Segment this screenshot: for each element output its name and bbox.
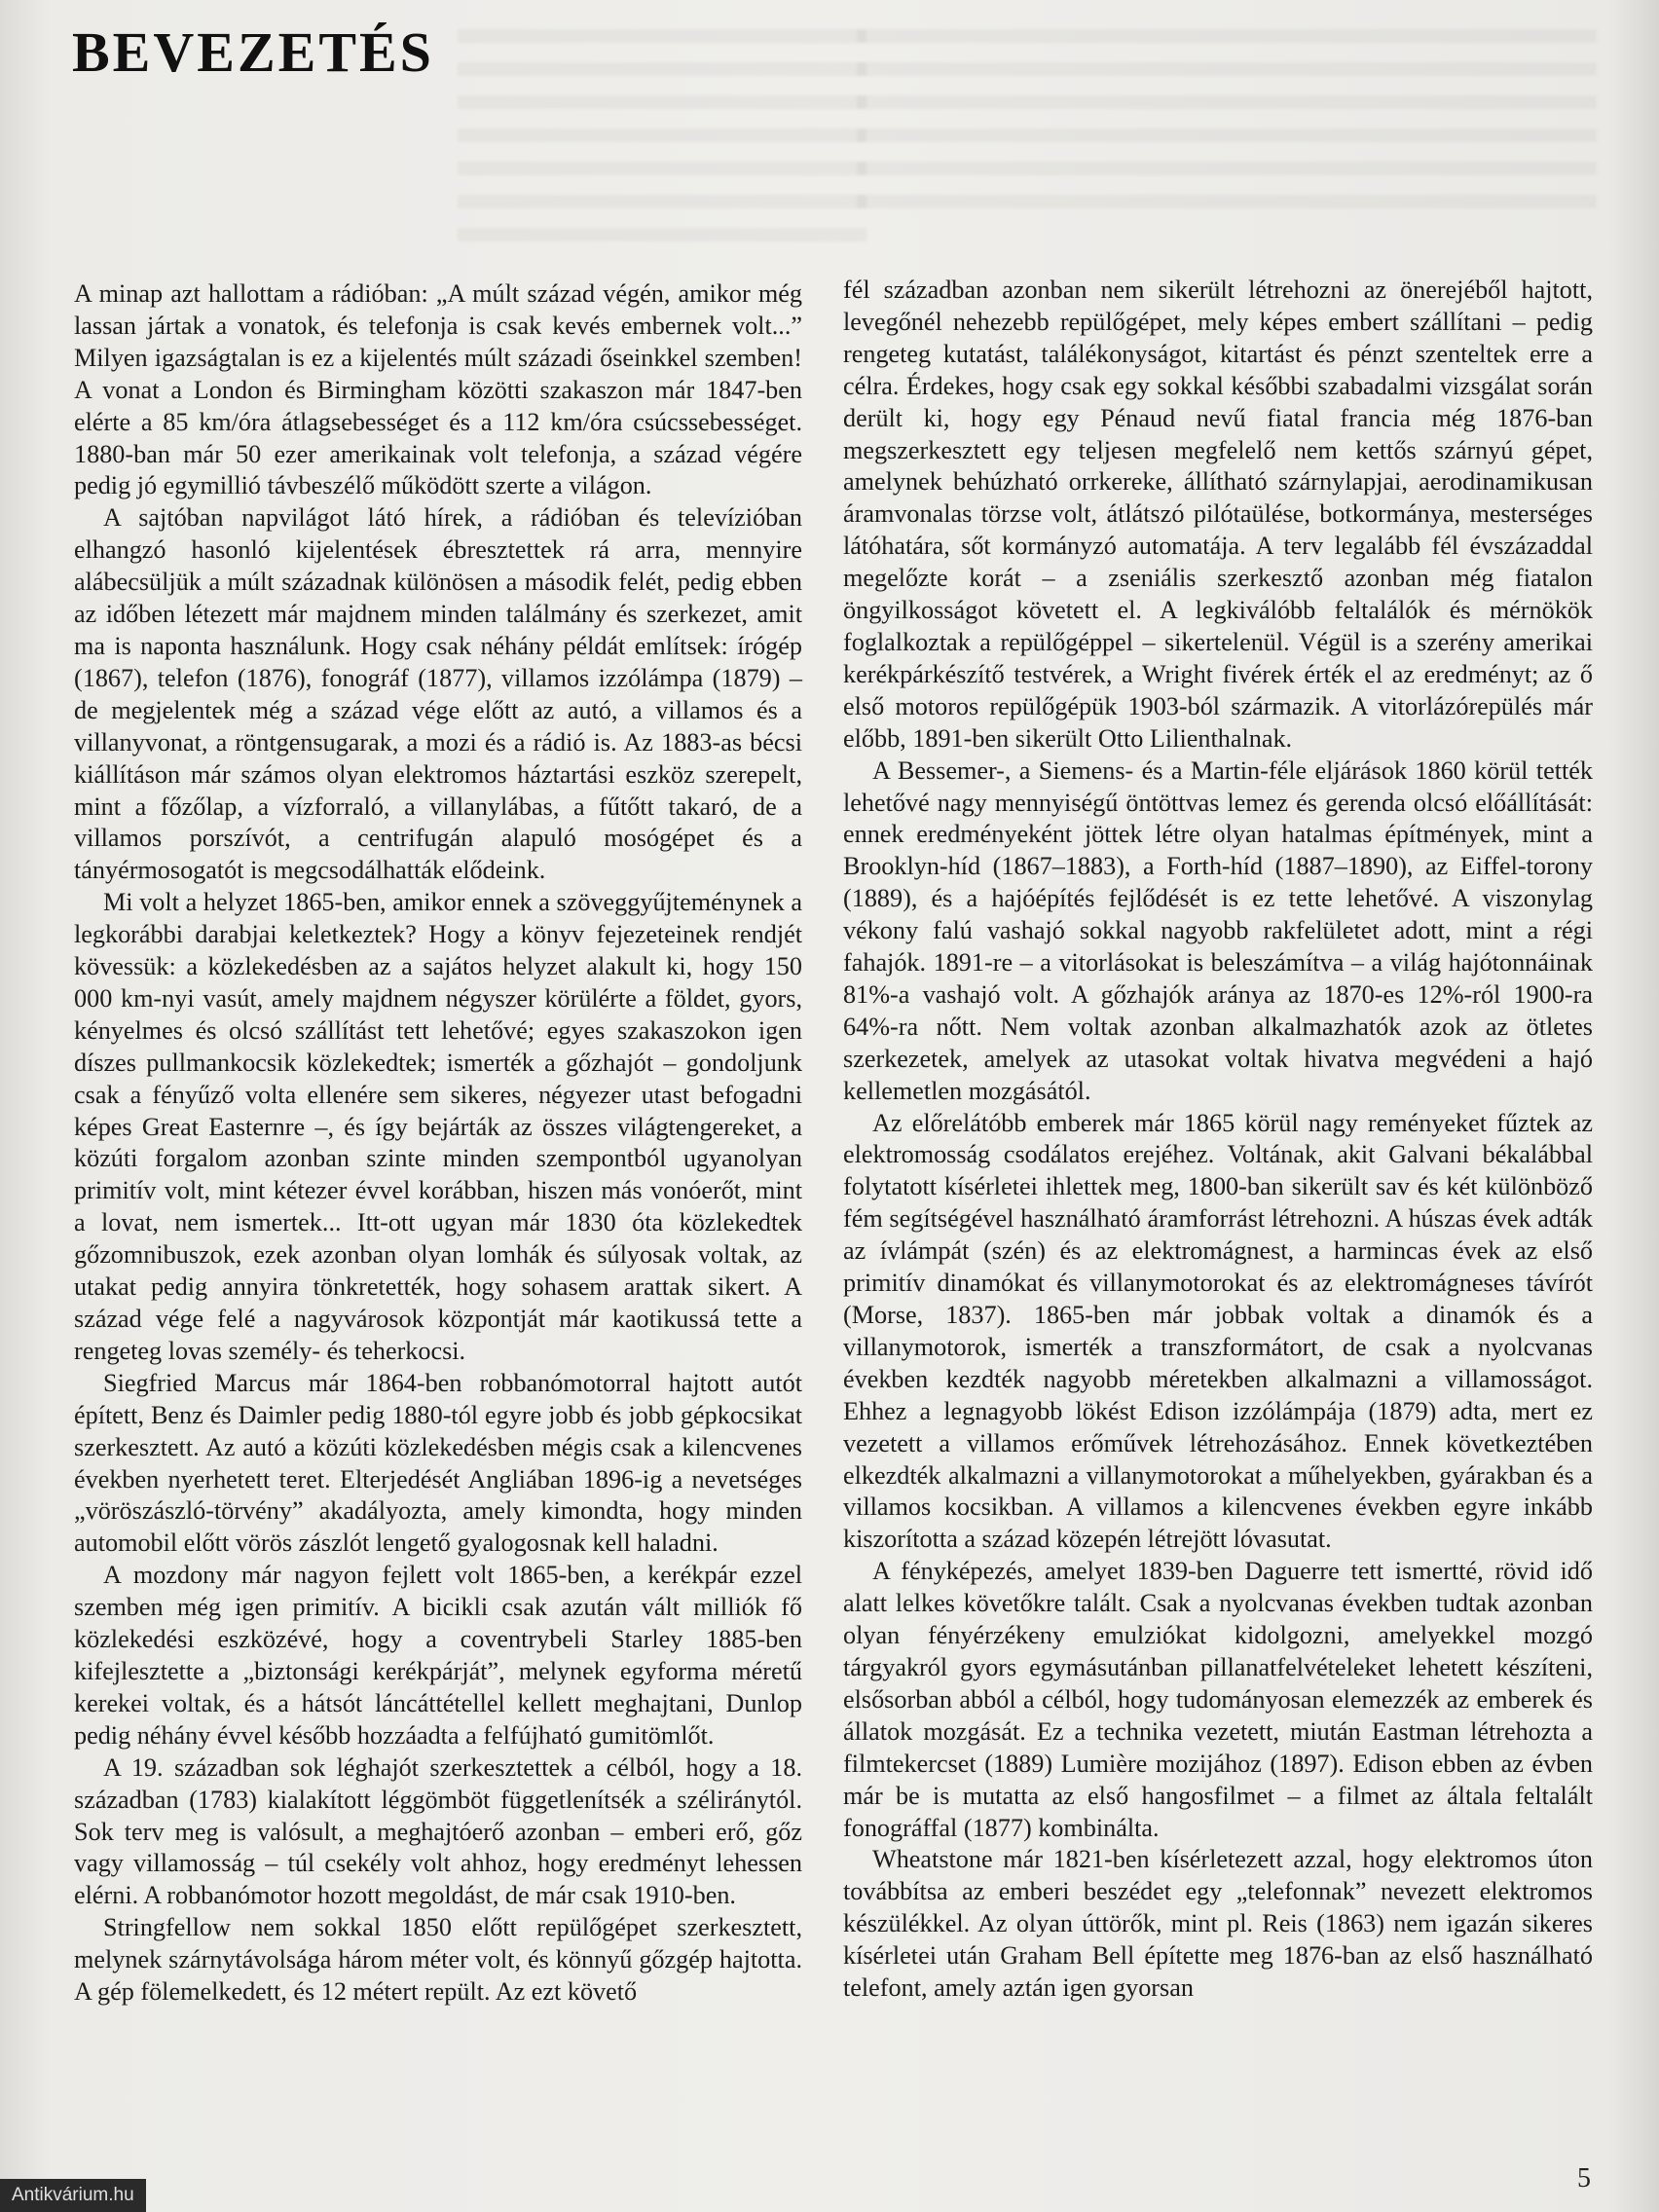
bleed-through-left bbox=[458, 29, 866, 253]
paragraph: Wheatstone már 1821-ben kísérletezett azzal, hogy elektromos úton továbbítsa az emberi beszédet egy „telefonnak” nevezett elektromos készülékkel. Az olyan úttörők, mint pl. Reis (1863) nem igazán sikeres kísérletei után Graham Bell építette meg 1876-ban az első használható telefont, amely aztán igen gyorsan bbox=[843, 1845, 1593, 2003]
watermark: Antikvárium.hu bbox=[0, 2179, 146, 2212]
paragraph: fél században azonban nem sikerült létrehozni az önerejéből hajtott, levegőnél nehezebb repülőgépet, mely képes embert szállítani – pedig rengeteg kutatást, találékonyságot, kitartást és pénzt szenteltek erre a célra. Érdekes, hogy csak egy sokkal későbbi szabadalmi vizsgálat során derült ki, hogy egy Pénaud nevű fiatal francia még 1876-ban megszerkesztett egy teljesen megfelelő nem kettős szárnyú gépet, amelynek behúzható orrkereke, állítható szárnylapjai, aerodinamikusan áramvonalas törzse volt, átlátszó pilótaülése, botkormánya, mesterséges látóhatára, sőt kormányzó automatája. A terv legalább fél évszázaddal megelőzte korát – a zseniális szerkesztő azonban még fiatalon öngyilkosságot követett el. A legkiválóbb feltalálók és mérnökök foglalkoztak a repülőgéppel – sikertelenül. Végül is a szerény amerikai kerékpárkészítő testvérek, a Wright fivérek érték el az eredményt; az ő első motoros repülőgépük 1903-ból származik. A vitorlázórepülés már előbb, 1891-ben sikerült Otto Lilienthalnak. bbox=[843, 276, 1593, 753]
paragraph: Siegfried Marcus már 1864-ben robbanómotorral hajtott autót épített, Benz és Daimler pedig 1880-tól egyre jobb és jobb gépkocsikat szerkesztett. Az autó a közúti közlekedésben mégis csak a kilencvenes években nyerhetett teret. Elterjedését Angliában 1896-ig a nevetséges „vöröszászló-törvény” akadályozta, amely kimondta, hogy minden automobil előtt vörös zászlót lengető gyalogosnak kell haladni. bbox=[74, 1368, 802, 1558]
paragraph: Stringfellow nem sokkal 1850 előtt repülőgépet szerkesztett, melynek szárnytávolsága három méter volt, és könnyű gőzgép hajtotta. A gép fölemelkedett, és 12 métert repült. Az ezt követő bbox=[74, 1913, 802, 2007]
bleed-through-right bbox=[857, 29, 1597, 214]
paragraph: A minap azt hallottam a rádióban: „A múlt század végén, amikor még lassan jártak a vonatok, és telefonja is csak kevés embernek volt...” Milyen igazságtalan is ez a kijelentés múlt századi őseinkkel szemben! A vonat a London és Birmingham közötti szakaszon már 1847-ben elérte a 85 km/óra átlagsebességet és a 112 km/óra csúcssebességet. 1880-ban már 50 ezer amerikainak volt telefonja, a század végére pedig jó egymillió távbeszélő működött szerte a világon. bbox=[74, 279, 802, 500]
paragraph: Mi volt a helyzet 1865-ben, amikor ennek a szöveggyűjteménynek a legkorábbi darabjai keletkeztek? Hogy a könyv fejezeteinek rendjét kövessük: a közlekedésben az a sajátos helyzet alakult ki, hogy 150 000 km-nyi vasút, amely majdnem négyszer körülérte a földet, gyors, kényelmes és olcsó szállítást tett lehetővé; egyes szakaszokon igen díszes pullmankocsik közlekedtek; ismerték a gőzhajót – gondoljunk csak a fényűző volta ellenére sem sikeres, négyezer utast befogadni képes Great Easternre –, és így bejárták az összes világtengereket, a közúti forgalom azonban szinte minden szempontból ugyanolyan primitív volt, mint kétezer évvel korábban, hiszen más vonóerőt, mint a lovat, nem ismertek... Itt-ott ugyan már 1830 óta közlekedtek gőzomnibuszok, ezek azonban olyan lomhák és súlyosak voltak, az utakat pedig annyira tönkretették, hogy sohasem arattak sikert. A század vége felé a nagyvárosok központját már kaotikussá tette a rengeteg lovas személy- és teherkocsi. bbox=[74, 888, 802, 1365]
paragraph: A mozdony már nagyon fejlett volt 1865-ben, a kerékpár ezzel szemben még igen primitív. A bicikli csak azután vált milliók fő közlekedési eszközévé, hogy a coventrybeli Starley 1885-ben kifejlesztette a „biztonsági kerékpárját”, melynek egyforma méretű kerekei voltak, és a hátsót láncáttétellel kellett meghajtani, Dunlop pedig néhány évvel később hozzáadta a felfújható gumitömlőt. bbox=[74, 1561, 802, 1750]
paragraph: A 19. században sok léghajót szerkesztettek a célból, hogy a 18. században (1783) kialakított léggömböt függetlenítsék a széliránytól. Sok terv meg is valósult, a meghajtóerő azonban – emberi erő, gőz vagy villamosság – túl csekély volt ahhoz, hogy eredményt lehessen elérni. A robbanómotor hozott megoldást, de már csak 1910-ben. bbox=[74, 1752, 802, 1910]
paragraph: A sajtóban napvilágot látó hírek, a rádióban és televízióban elhangzó hasonló kijelentések ébresztettek rá arra, mennyire alábecsüljük a múlt századnak különösen a második felét, pedig ebben az időben létezett már majdnem minden találmány és szerkezet, amit ma is naponta használunk. Hogy csak néhány példát említsek: írógép (1867), telefon (1876), fonográf (1877), villamos izzólámpa (1879) – de megjelentek még a század vége előtt az autó, a villamos és a villanyvonat, a röntgensugarak, a mozi és a rádió is. Az 1883-as bécsi kiállításon már számos olyan elektromos háztartási eszköz szerepelt, mint a főzőlap, a vízforraló, a villanylábas, a fűtőtt takaró, de a villamos porszívót, a centrifugán alapuló mosógépet és a tányérmosogatót is megcsodálhatták elődeink. bbox=[74, 503, 802, 885]
paragraph: A fényképezés, amelyet 1839-ben Daguerre tett ismertté, rövid idő alatt lelkes követőkre talált. Csak a nyolcvanas években tudtak azonban olyan fényérzékeny emulziókat kidolgozni, amelyekkel mozgó tárgyakról gyors egymásutánban pillanatfelvételeket lehetett készíteni, elsősorban abból a célból, hogy tudományosan elemezzék az emberek és állatok mozgását. Ez a technika vezetett, miután Eastman létrehozta a filmtekercset (1889) Lumière mozijához (1897). Edison ebben az évben már be is mutatta az első hangosfilmet – a filmet az általa feltalált fonográffal (1877) kombinálta. bbox=[843, 1557, 1593, 1842]
left-column bbox=[74, 278, 802, 2009]
paragraph: A Bessemer-, a Siemens- és a Martin-féle eljárások 1860 körül tették lehetővé nagy mennyiségű öntöttvas lemez és gerenda olcsó előállítását: ennek eredményeként jöttek létre olyan hatalmas építmények, mint a Brooklyn-híd (1867–1883), a Forth-híd (1887–1890), az Eiffel-torony (1889), és a hajóépítés fejlődését is ez tette lehetővé. A viszonylag vékony falú vashajó sokkal nagyobb rakfelületet adott, mint a régi fahajók. 1891-re – a vitorlásokat is beleszámítva – a világ hajótonnáinak 81%-a vashajó volt. A gőzhajók aránya az 1870-es 12%-ról 1900-ra 64%-ra nőtt. Nem voltak azonban alkalmazhatók azok az ötletes szerkezetek, amelyek az utasokat voltak hivatva megvédeni a hajó kellemetlen mozgásától. bbox=[843, 756, 1593, 1105]
right-column bbox=[843, 275, 1593, 2005]
chapter-title: BEVEZETÉS bbox=[72, 20, 434, 84]
paragraph: Az előrelátóbb emberek már 1865 körül nagy reményeket fűztek az elektromosság csodálatos erejéhez. Voltának, akit Galvani békalábbal folytatott kísérletei ihlettek meg, 1800-ban sikerült sav és két különböző fém segítségével használható áramforrást létrehozni. A húszas évek adták az ívlámpát (szén) és az elektromágnest, a harmincas évek az első primitív dinamókat és villanymotorokat és az elektromágneses távírót (Morse, 1837). 1865-ben már jobbak voltak a dinamók és a villanymotorok, ismerték a transzformátort, de csak a nyolcvanas években kezdték nagyobb méretekben alkalmazni a villamosságot. Ehhez a legnagyobb lökést Edison izzólámpája (1879) adta, mert ez vezetett a villamos erőművek létrehozásához. Ennek következtében elkezdték alkalmazni a villanymotorokat a műhelyekben, gyárakban és a villamos kocsikban. A villamos a kilencvenes években egyre inkább kiszorította a század közepén létrejött lóvasutat. bbox=[843, 1108, 1593, 1554]
page-number: 5 bbox=[1577, 2163, 1591, 2194]
